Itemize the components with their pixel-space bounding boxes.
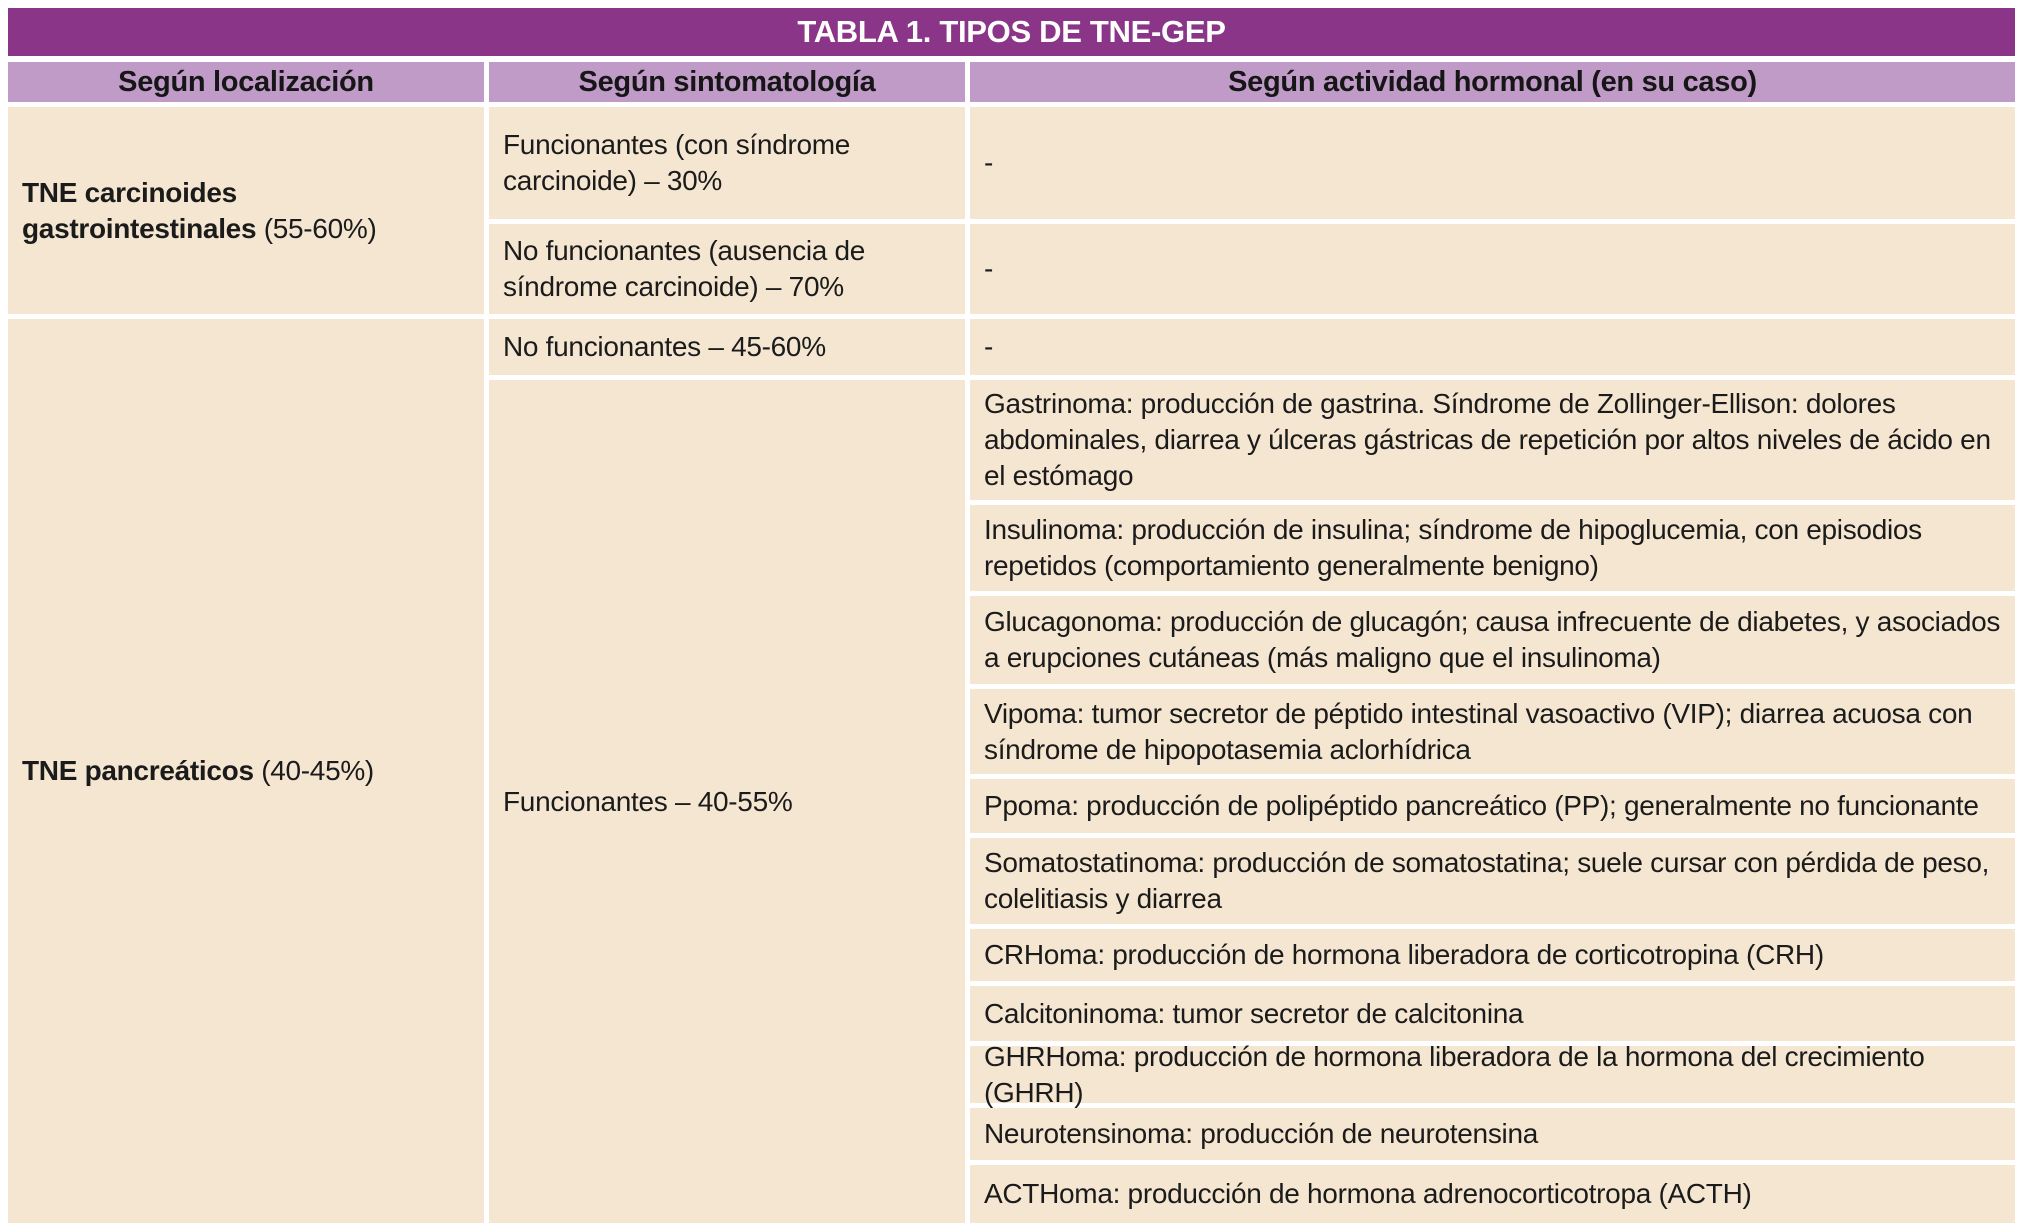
hormonal-text: GHRHoma: producción de hormona liberadora de la hormona del crecimiento (GHRH) xyxy=(984,1040,1925,1108)
cell-hormonal-crhoma xyxy=(970,929,2015,981)
table-title xyxy=(8,8,2015,56)
cell-localizacion-carcinoides xyxy=(8,107,484,314)
cell-hormonal-gastrinoma xyxy=(970,380,2015,500)
cell-hormonal-dash-3 xyxy=(970,319,2015,375)
hormonal-text: CRHoma: producción de hormona liberadora de corticotropina (CRH) xyxy=(984,939,1824,971)
hormonal-text: Insulinoma: producción de insulina; síndrome de hipoglucemia, con episodios repetidos (comportamiento generalmente benigno) xyxy=(984,514,1922,581)
column-header-sintomatologia-label: Según sintomatología xyxy=(578,65,876,98)
cell-sintomatologia-no-funcionantes-carcinoide xyxy=(489,224,965,314)
cell-hormonal-ghrhoma xyxy=(970,1040,2015,1108)
cell-sintomatologia-no-funcionantes-pancreaticos xyxy=(489,319,965,375)
hormonal-text: Somatostatinoma: producción de somatostatina; suele cursar con pérdida de peso, colelitiasis y diarrea xyxy=(984,847,1990,914)
cell-hormonal-somatostatinoma xyxy=(970,838,2015,924)
cell-hormonal-glucagonoma xyxy=(970,596,2015,684)
column-header-sintomatologia xyxy=(489,62,965,102)
table-title-text: TABLA 1. TIPOS DE TNE-GEP xyxy=(797,14,1226,49)
cell-hormonal-insulinoma xyxy=(970,505,2015,591)
cell-hormonal-acthoma xyxy=(970,1165,2015,1223)
column-header-actividad-hormonal xyxy=(970,62,2015,102)
sintomatologia-text: Funcionantes – 40-55% xyxy=(503,785,793,817)
cell-sintomatologia-funcionantes-carcinoide xyxy=(489,107,965,219)
hormonal-text: Ppoma: producción de polipéptido pancreático (PP); generalmente no funcionante xyxy=(984,790,1979,822)
dash-text: - xyxy=(984,331,994,363)
carcinoides-percentage: (55-60%) xyxy=(263,212,377,244)
pancreaticos-name: TNE pancreáticos xyxy=(22,755,262,787)
column-header-localizacion-label: Según localización xyxy=(118,65,374,98)
dash-text: - xyxy=(984,147,994,179)
hormonal-text: ACTHoma: producción de hormona adrenocorticotropa (ACTH) xyxy=(984,1178,1752,1210)
pancreaticos-percentage: (40-45%) xyxy=(261,755,374,787)
cell-hormonal-ppoma xyxy=(970,779,2015,833)
hormonal-text: Vipoma: tumor secretor de péptido intestinal vasoactivo (VIP); diarrea acuosa con síndrome de hipopotasemia aclorhídrica xyxy=(984,697,1973,765)
cell-hormonal-neurotensinoma xyxy=(970,1108,2015,1160)
hormonal-text: Glucagonoma: producción de glucagón; causa infrecuente de diabetes, y asociados a erupciones cutáneas (más maligno que el insulinoma) xyxy=(984,606,2001,673)
cell-sintomatologia-funcionantes-pancreaticos xyxy=(489,380,965,1223)
column-header-actividad-hormonal-label: Según actividad hormonal (en su caso) xyxy=(1228,65,1757,98)
sintomatologia-text: No funcionantes – 45-60% xyxy=(503,331,826,363)
hormonal-text: Gastrinoma: producción de gastrina. Síndrome de Zollinger-Ellison: dolores abdominales, diarrea y úlceras gástricas de repetición por altos niveles de ácido en el estómago xyxy=(984,388,1991,491)
cell-hormonal-dash-2 xyxy=(970,224,2015,314)
hormonal-text: Neurotensinoma: producción de neurotensina xyxy=(984,1118,1538,1150)
cell-hormonal-dash-1 xyxy=(970,107,2015,219)
column-header-localizacion xyxy=(8,62,484,102)
cell-hormonal-vipoma xyxy=(970,689,2015,774)
hormonal-text: Calcitoninoma: tumor secretor de calcitonina xyxy=(984,997,1524,1029)
sintomatologia-text: Funcionantes (con síndrome carcinoide) – 30% xyxy=(503,129,851,196)
sintomatologia-text: No funcionantes (ausencia de síndrome carcinoide) – 70% xyxy=(503,235,866,302)
dash-text: - xyxy=(984,253,994,285)
carcinoides-name: TNE carcinoides gastrointestinales xyxy=(22,176,264,244)
cell-hormonal-calcitoninoma xyxy=(970,986,2015,1041)
tne-gep-table xyxy=(8,62,2015,1223)
cell-localizacion-pancreaticos xyxy=(8,319,484,1223)
